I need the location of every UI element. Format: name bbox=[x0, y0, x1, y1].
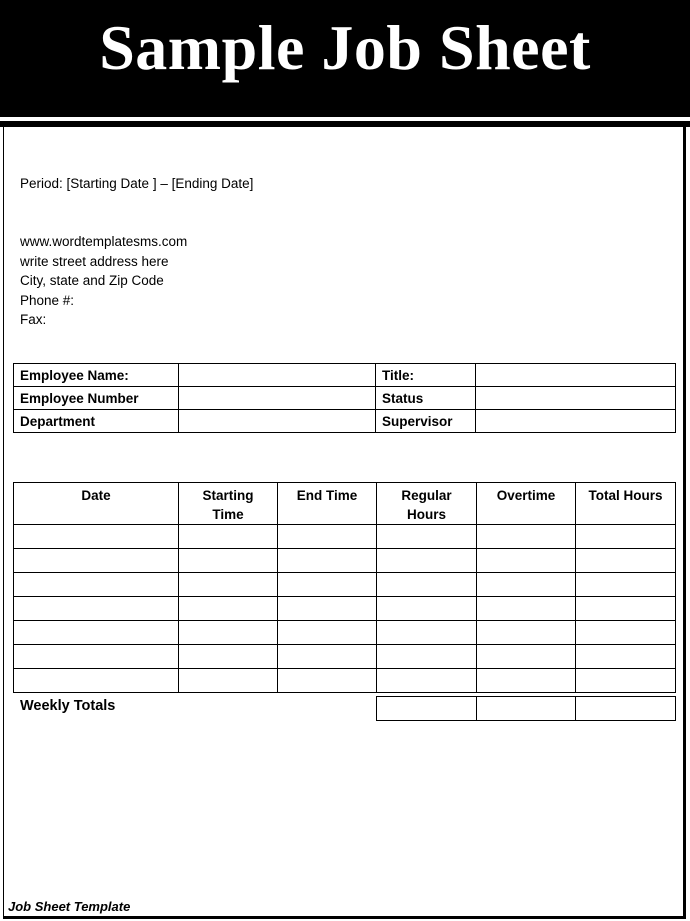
column-total-hours: Total Hours bbox=[576, 483, 676, 525]
supervisor-label: Supervisor bbox=[376, 410, 476, 433]
timesheet-cell[interactable] bbox=[477, 549, 576, 573]
table-row bbox=[14, 364, 676, 387]
timesheet-cell[interactable] bbox=[14, 525, 179, 549]
timesheet-cell[interactable] bbox=[477, 669, 576, 693]
status-field[interactable] bbox=[476, 387, 676, 410]
timesheet-cell[interactable] bbox=[377, 597, 477, 621]
employee-info-table bbox=[13, 363, 676, 433]
total-regular-hours-cell[interactable] bbox=[377, 697, 477, 721]
timesheet-cell[interactable] bbox=[179, 573, 278, 597]
timesheet-cell[interactable] bbox=[477, 645, 576, 669]
timesheet-row bbox=[14, 597, 676, 621]
timesheet-row bbox=[14, 669, 676, 693]
timesheet-table bbox=[13, 482, 676, 693]
timesheet-cell[interactable] bbox=[14, 549, 179, 573]
timesheet-cell[interactable] bbox=[179, 525, 278, 549]
timesheet-row bbox=[14, 645, 676, 669]
department-label: Department bbox=[14, 410, 179, 433]
timesheet-cell[interactable] bbox=[278, 549, 377, 573]
timesheet-cell[interactable] bbox=[477, 525, 576, 549]
timesheet-cell[interactable] bbox=[14, 597, 179, 621]
timesheet-cell[interactable] bbox=[477, 597, 576, 621]
timesheet-cell[interactable] bbox=[576, 621, 676, 645]
column-overtime: Overtime bbox=[477, 483, 576, 525]
timesheet-cell[interactable] bbox=[576, 645, 676, 669]
timesheet-cell[interactable] bbox=[377, 573, 477, 597]
timesheet-cell[interactable] bbox=[14, 669, 179, 693]
timesheet-header-row bbox=[14, 483, 676, 525]
timesheet-cell[interactable] bbox=[278, 669, 377, 693]
column-end-time: End Time bbox=[278, 483, 377, 525]
timesheet-cell[interactable] bbox=[576, 597, 676, 621]
employee-number-label: Employee Number bbox=[14, 387, 179, 410]
fax-text: Fax: bbox=[20, 312, 47, 327]
timesheet-cell[interactable] bbox=[377, 645, 477, 669]
employee-name-label: Employee Name: bbox=[14, 364, 179, 387]
title-field[interactable] bbox=[476, 364, 676, 387]
timesheet-cell[interactable] bbox=[179, 621, 278, 645]
header-bar bbox=[0, 0, 690, 117]
website-text: www.wordtemplatesms.com bbox=[20, 234, 188, 249]
table-row bbox=[14, 387, 676, 410]
table-row bbox=[14, 410, 676, 433]
timesheet-cell[interactable] bbox=[377, 549, 477, 573]
timesheet-cell[interactable] bbox=[179, 645, 278, 669]
weekly-totals-table bbox=[376, 696, 676, 721]
timesheet-cell[interactable] bbox=[278, 621, 377, 645]
timesheet-cell[interactable] bbox=[278, 573, 377, 597]
timesheet-row bbox=[14, 525, 676, 549]
timesheet-cell[interactable] bbox=[14, 645, 179, 669]
timesheet-cell[interactable] bbox=[477, 621, 576, 645]
timesheet-cell[interactable] bbox=[179, 597, 278, 621]
timesheet-cell[interactable] bbox=[179, 669, 278, 693]
timesheet-cell[interactable] bbox=[377, 525, 477, 549]
timesheet-cell[interactable] bbox=[278, 645, 377, 669]
timesheet-cell[interactable] bbox=[576, 525, 676, 549]
phone-text: Phone #: bbox=[20, 293, 75, 308]
column-starting-time: Starting Time bbox=[179, 483, 278, 525]
timesheet-cell[interactable] bbox=[576, 549, 676, 573]
status-label: Status bbox=[376, 387, 476, 410]
weekly-totals-label: Weekly Totals bbox=[20, 698, 116, 714]
column-regular-hours: Regular Hours bbox=[377, 483, 477, 525]
timesheet-cell[interactable] bbox=[576, 573, 676, 597]
total-overtime-cell[interactable] bbox=[477, 697, 576, 721]
timesheet-cell[interactable] bbox=[278, 525, 377, 549]
page-title: Sample Job Sheet bbox=[99, 12, 591, 83]
city-text: City, state and Zip Code bbox=[20, 273, 164, 288]
street-text: write street address here bbox=[20, 254, 169, 269]
column-date: Date bbox=[14, 483, 179, 525]
timesheet-cell[interactable] bbox=[179, 549, 278, 573]
timesheet-cell[interactable] bbox=[477, 573, 576, 597]
timesheet-cell[interactable] bbox=[377, 669, 477, 693]
table-row bbox=[377, 697, 676, 721]
supervisor-field[interactable] bbox=[476, 410, 676, 433]
timesheet-cell[interactable] bbox=[14, 621, 179, 645]
employee-name-field[interactable] bbox=[179, 364, 376, 387]
department-field[interactable] bbox=[179, 410, 376, 433]
employee-number-field[interactable] bbox=[179, 387, 376, 410]
timesheet-cell[interactable] bbox=[377, 621, 477, 645]
total-hours-cell[interactable] bbox=[576, 697, 676, 721]
period-text: Period: [Starting Date ] – [Ending Date] bbox=[20, 176, 254, 191]
title-label: Title: bbox=[376, 364, 476, 387]
timesheet-row bbox=[14, 549, 676, 573]
footer-label: Job Sheet Template bbox=[8, 899, 131, 914]
timesheet-row bbox=[14, 573, 676, 597]
timesheet-cell[interactable] bbox=[576, 669, 676, 693]
timesheet-cell[interactable] bbox=[14, 573, 179, 597]
timesheet-row bbox=[14, 621, 676, 645]
timesheet-cell[interactable] bbox=[278, 597, 377, 621]
